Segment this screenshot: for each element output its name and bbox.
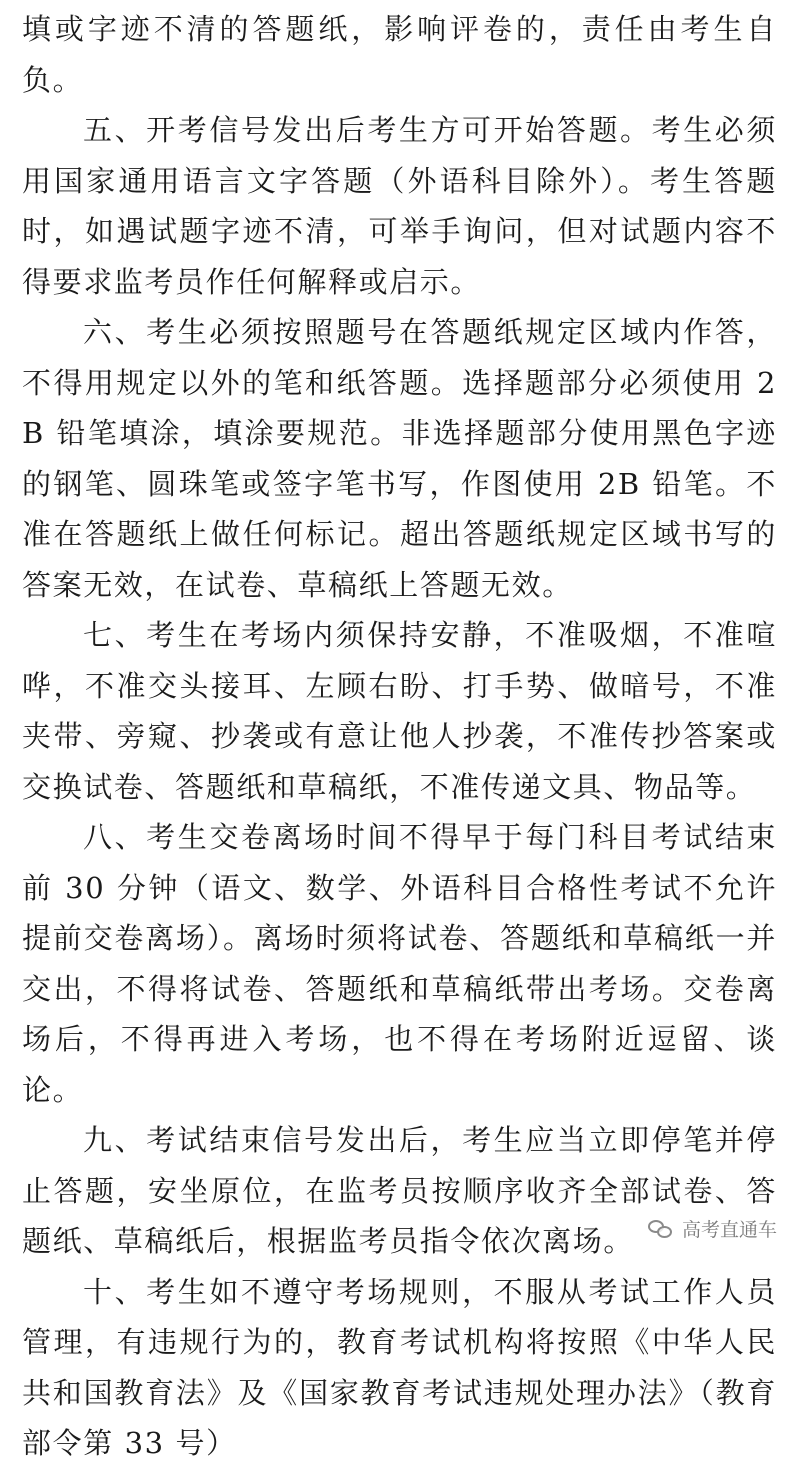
wechat-icon [648, 1218, 674, 1240]
paragraph-rule-6: 六、考生必须按照题号在答题纸规定区域内作答，不得用规定以外的笔和纸答题。选择题部分必须使用 2B 铅笔填涂，填涂要规范。非选择题部分使用黑色字迹的钢笔、圆珠笔或签字笔书写，作图使用 2B 铅笔。不准在答题纸上做任何标记。超出答题纸规定区域书写的答案无效，在试卷、草稿纸上答题无效。 [22, 315, 777, 602]
paragraph-rule-9: 九、考试结束信号发出后，考生应当立即停笔并停止答题，安坐原位，在监考员按顺序收齐全部试卷、答题纸、草稿纸后，根据监考员指令依次离场。 [22, 1123, 777, 1258]
paragraph-rule-10: 十、考生如不遵守考场规则，不服从考试工作人员管理，有违规行为的，教育考试机构将按照《中华人民共和国教育法》及《国家教育考试违规处理办法》（教育部令第 33 号） [22, 1274, 777, 1460]
watermark-label: 高考直通车 [681, 1219, 777, 1241]
watermark [642, 1213, 783, 1244]
paragraph-continuation: 填或字迹不清的答题纸，影响评卷的，责任由考生自负。 [22, 12, 777, 97]
paragraph-rule-5: 五、开考信号发出后考生方可开始答题。考生必须用国家通用语言文字答题（外语科目除外）。考生答题时，如遇试题字迹不清，可举手询问，但对试题内容不得要求监考员作任何解释或启示。 [22, 113, 777, 299]
paragraph-rule-8: 八、考生交卷离场时间不得早于每门科目考试结束前 30 分钟（语文、数学、外语科目合格性考试不允许提前交卷离场）。离场时须将试卷、答题纸和草稿纸一并交出，不得将试卷、答题纸和草稿纸带出考场。交卷离场后，不得再进入考场，也不得在考场附近逗留、谈论。 [22, 820, 777, 1107]
paragraph-rule-7: 七、考生在考场内须保持安静，不准吸烟，不准喧哗，不准交头接耳、左顾右盼、打手势、做暗号，不准夹带、旁窥、抄袭或有意让他人抄袭，不准传抄答案或交换试卷、答题纸和草稿纸，不准传递文具、物品等。 [22, 618, 777, 804]
